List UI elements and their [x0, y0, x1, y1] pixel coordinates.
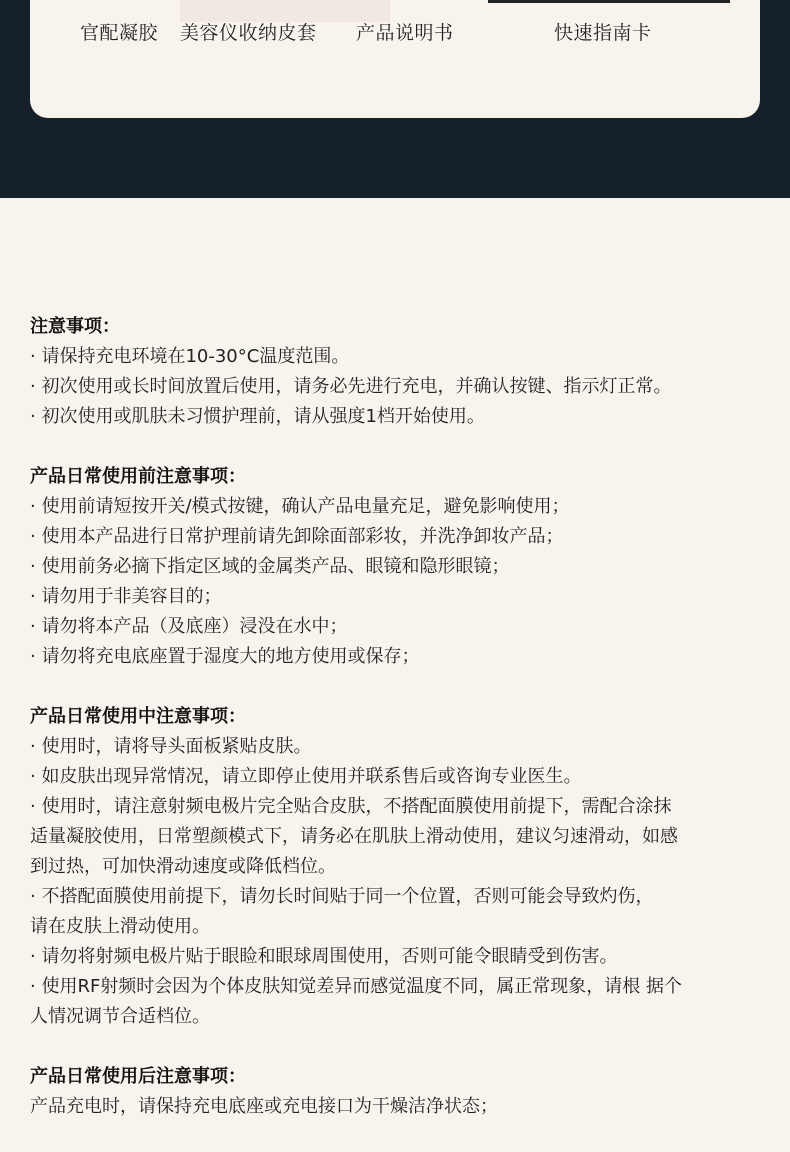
- note-line: 产品充电时，请保持充电底座或充电接口为干燥洁净状态；: [30, 1096, 498, 1117]
- accessory-label-case: 美容仪收纳皮套: [180, 22, 317, 44]
- note-line: · 初次使用或长时间放置后使用，请务必先进行充电，并确认按键、指示灯正常。: [30, 376, 672, 397]
- section-general-notes: [30, 312, 760, 432]
- accessories-card: [30, 0, 760, 118]
- note-line: · 使用时，请注意射频电极片完全贴合皮肤，不搭配面膜使用前提下，需配合涂抹: [30, 796, 672, 817]
- accessory-label-manual: 产品说明书: [356, 22, 454, 44]
- precautions-text: [30, 312, 760, 1152]
- note-line: · 请勿将充电底座置于湿度大的地方使用或保存；: [30, 646, 420, 667]
- section-heading: 产品日常使用后注意事项：: [30, 1066, 246, 1087]
- note-line: · 使用RF射频时会因为个体皮肤知觉差异而感觉温度不同，属正常现象，请根 据个: [30, 976, 683, 997]
- note-line: · 请勿将射频电极片贴于眼睑和眼球周围使用，否则可能令眼睛受到伤害。: [30, 946, 618, 967]
- accessory-label-guide-card: 快速指南卡: [554, 22, 652, 44]
- section-heading: 产品日常使用前注意事项：: [30, 466, 246, 487]
- note-line: 适量凝胶使用，日常塑颜模式下，请务必在肌肤上滑动使用，建议匀速滑动，如感: [30, 826, 678, 847]
- note-line: · 使用前务必摘下指定区域的金属类产品、眼镜和隐形眼镜；: [30, 556, 510, 577]
- note-line: · 初次使用或肌肤未习惯护理前，请从强度1档开始使用。: [30, 406, 485, 427]
- section-heading: 注意事项：: [30, 316, 120, 337]
- section-heading: 产品日常使用中注意事项：: [30, 706, 246, 727]
- note-line: 请在皮肤上滑动使用。: [30, 916, 210, 937]
- note-line: · 请勿用于非美容目的；: [30, 586, 222, 607]
- accessory-label-gel: 官配凝胶: [80, 22, 159, 44]
- note-line: 人情况调节合适档位。: [30, 1006, 210, 1027]
- note-line: · 如皮肤出现异常情况，请立即停止使用并联系售后或咨询专业医生。: [30, 766, 582, 787]
- section-during-use: [30, 702, 760, 1032]
- note-line: 到过热，可加快滑动速度或降低档位。: [30, 856, 336, 877]
- note-line: · 不搭配面膜使用前提下，请勿长时间贴于同一个位置，否则可能会导致灼伤，: [30, 886, 654, 907]
- note-line: · 使用本产品进行日常护理前请先卸除面部彩妆，并洗净卸妆产品；: [30, 526, 564, 547]
- dark-banner: [0, 0, 790, 198]
- note-line: · 请勿将本产品（及底座）浸没在水中；: [30, 616, 348, 637]
- note-line: · 请保持充电环境在10-30°C温度范围。: [30, 346, 350, 367]
- section-before-use: [30, 462, 760, 672]
- accessory-image-crop: [488, 0, 730, 3]
- note-line: · 使用时，请将导头面板紧贴皮肤。: [30, 736, 312, 757]
- section-after-use: [30, 1062, 760, 1122]
- note-line: · 使用前请短按开关/模式按键，确认产品电量充足，避免影响使用；: [30, 496, 570, 517]
